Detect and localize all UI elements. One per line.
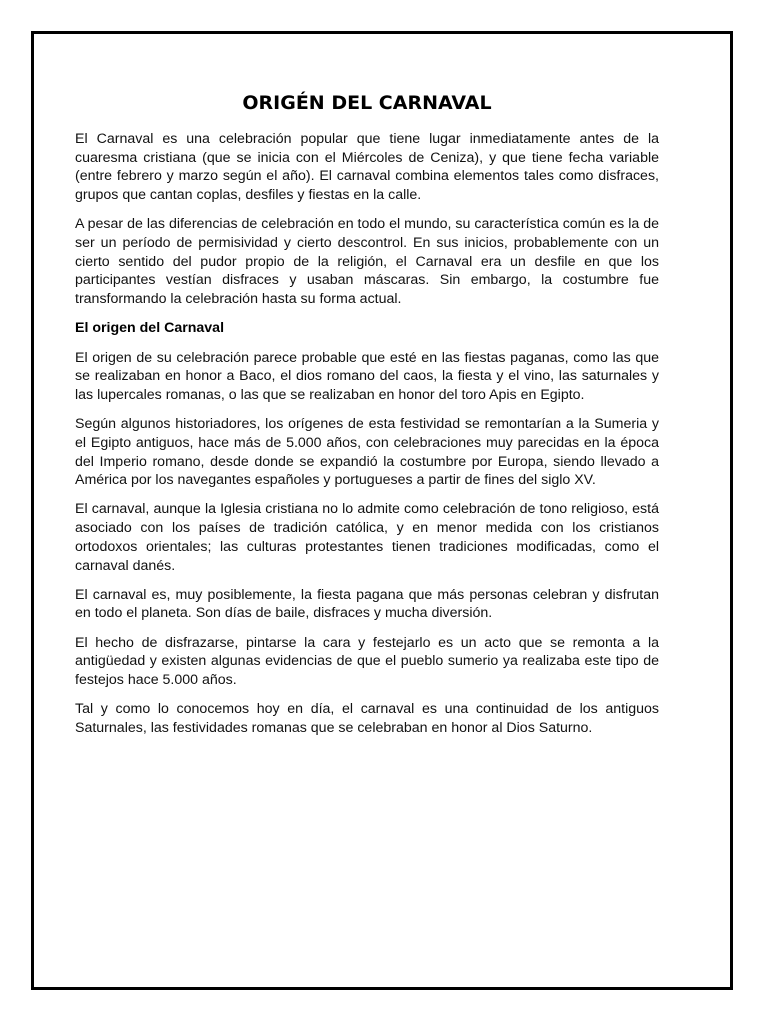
intro-paragraph-1: El Carnaval es una celebración popular que tiene lugar inmediatamente antes de la cuaresma cristiana (que se inicia con el Miércoles de Ceniza), y que tiene fecha variable (entre febrero y marzo según el año). El carnaval combina elementos tales como disfraces, grupos que cantan coplas, desfiles y fiestas en la calle. bbox=[75, 131, 659, 204]
section-paragraph-3: El carnaval, aunque la Iglesia cristiana no lo admite como celebración de tono religioso, está asociado con los países de tradición católica, y en menor medida con los cristianos ortodoxos orientales; las culturas protestantes tienen tradiciones modificadas, como el carnaval danés. bbox=[75, 501, 659, 574]
section-paragraph-5: El hecho de disfrazarse, pintarse la cara y festejarlo es un acto que se remonta a la antigüedad y existen algunas evidencias de que el pueblo sumerio ya realizaba este tipo de festejos hace 5.000 años. bbox=[75, 634, 659, 689]
section-paragraph-4: El carnaval es, muy posiblemente, la fiesta pagana que más personas celebran y disfrutan en todo el planeta. Son días de baile, disfraces y mucha diversión. bbox=[75, 586, 659, 622]
section-paragraph-1: El origen de su celebración parece probable que esté en las fiestas paganas, como las que se realizaban en honor a Baco, el dios romano del caos, la fiesta y el vino, las saturnales y las lupercales romanas, o las que se realizaban en honor del toro Apis en Egipto. bbox=[75, 349, 659, 403]
intro-paragraph-2: A pesar de las diferencias de celebración en todo el mundo, su característica común es la de ser un período de permisividad y cierto descontrol. En sus inicios, probablemente con un cierto sentido del pudor propio de la religión, el Carnaval era un desfile en que los participantes vestían disfraces y usaban máscaras. Sin embargo, la costumbre fue transformando la celebración hasta su forma actual. bbox=[75, 216, 659, 308]
section-heading: El origen del Carnaval bbox=[75, 320, 225, 337]
section-paragraph-6: Tal y como lo conocemos hoy en día, el carnaval es una continuidad de los antiguos Saturnales, las festividades romanas que se celebraban en honor al Dios Saturno. bbox=[75, 701, 659, 736]
document-body bbox=[75, 90, 659, 748]
document-title: ORIGÉN DEL CARNAVAL bbox=[242, 92, 492, 114]
section-paragraph-2: Según algunos historiadores, los orígenes de esta festividad se remontarían a la Sumeria y el Egipto antiguos, hace más de 5.000 años, con celebraciones muy parecidas en la época del Imperio romano, desde donde se expandió la costumbre por Europa, siendo llevado a América por los navegantes españoles y portugueses a partir de fines del siglo XV. bbox=[75, 416, 659, 489]
